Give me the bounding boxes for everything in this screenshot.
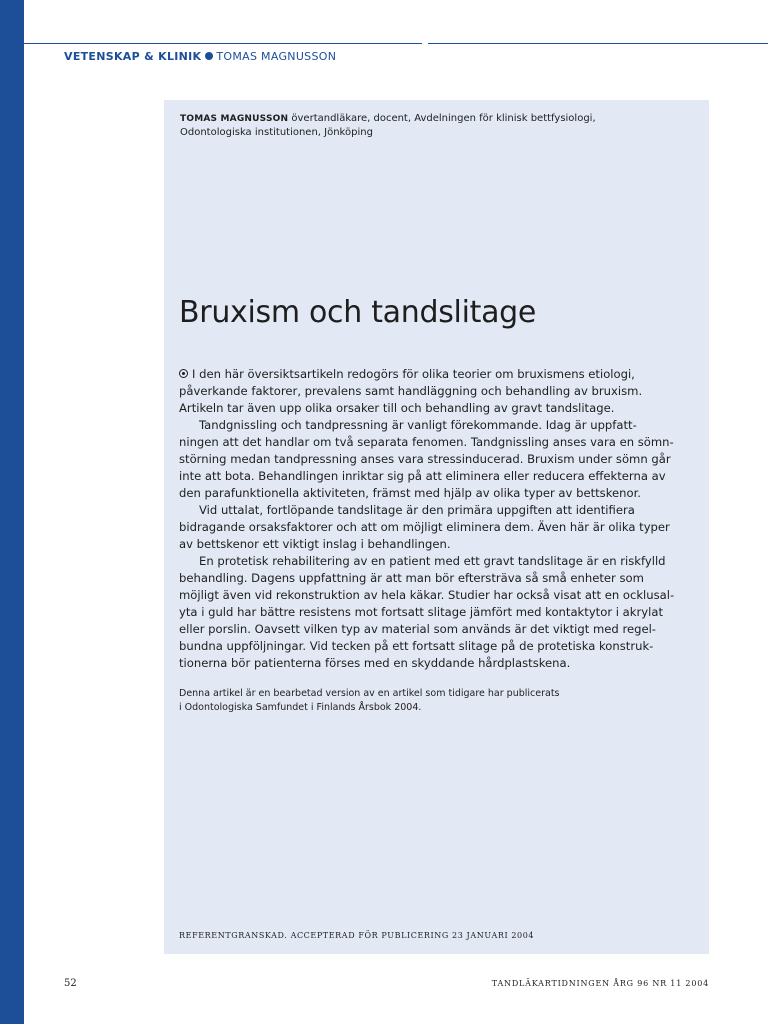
page-number: 52	[64, 978, 77, 989]
author-affiliation-line1: övertandläkare, docent, Avdelningen för klinisk bettfysiologi,	[288, 113, 596, 124]
author-name: TOMAS MAGNUSSON	[180, 114, 289, 124]
filled-circle-icon	[205, 52, 213, 60]
abstract-line: bundna uppföljningar. Vid tecken på ett fortsatt slitage på de protetiska konstruk-	[179, 639, 654, 653]
note-line2: i Odontologiska Samfundet i Finlands Årsbok 2004.	[179, 702, 422, 713]
author-affiliation-line2: Odontologiska institutionen, Jönköping	[180, 127, 373, 138]
abstract-line: påverkande faktorer, prevalens samt handläggning och behandling av bruxism.	[179, 384, 643, 398]
referee-statement: REFERENTGRANSKAD. ACCEPTERAD FÖR PUBLICERING 23 JANUARI 2004	[179, 931, 535, 940]
abstract-line-text: I den här översiktsartikeln redogörs för olika teorier om bruxismens etiologi,	[192, 367, 635, 381]
abstract-line: ningen att det handlar om två separata fenomen. Tandgnissling anses vara en sömn-	[179, 435, 674, 449]
journal-footer: TANDLÄKARTIDNINGEN ÅRG 96 NR 11 2004	[491, 979, 709, 988]
abstract-line: En protetisk rehabilitering av en patient med ett gravt tandslitage är en riskfylld	[199, 554, 666, 568]
abstract-line: inte att bota. Behandlingen inriktar sig på att eliminera eller reducera effekterna av	[179, 469, 666, 483]
author-block	[180, 112, 695, 139]
running-head	[64, 50, 336, 63]
article-abstract	[179, 366, 679, 672]
abstract-line: Vid uttalat, fortlöpande tandslitage är den primära uppgiften att identifiera	[199, 503, 635, 517]
abstract-line: Tandgnissling och tandpressning är vanligt förekommande. Idag är uppfatt-	[199, 418, 637, 432]
abstract-line: möjligt även vid rekonstruktion av hela käkar. Studier har också visat att en ocklusal-	[179, 588, 675, 602]
abstract-line: eller porslin. Oavsett vilken typ av material som används är det viktigt med regel-	[179, 622, 656, 636]
abstract-line: Artikeln tar även upp olika orsaker till och behandling av gravt tandslitage.	[179, 401, 615, 415]
abstract-line: tionerna bör patienterna förses med en skyddande hårdplastskena.	[179, 656, 571, 670]
abstract-line: bidragande orsaksfaktorer och att om möjligt eliminera dem. Även här är olika typer	[179, 520, 670, 534]
note-line1: Denna artikel är en bearbetad version av en artikel som tidigare har publicerats	[179, 688, 560, 699]
top-rule-right	[428, 43, 768, 44]
abstract-line: den parafunktionella aktiviteten, främst med hjälp av olika typer av bettskenor.	[179, 486, 641, 500]
abstract-line: behandling. Dagens uppfattning är att man bör eftersträva så små enheter som	[179, 571, 644, 585]
abstract-line: störning medan tandpressning anses vara stressinducerad. Bruxism under sömn går	[179, 452, 671, 466]
abstract-line: yta i guld har bättre resistens mot fortsatt slitage jämfört med kontaktytor i akrylat	[179, 605, 663, 619]
abstract-line	[179, 366, 679, 383]
running-head-section: VETENSKAP & KLINIK	[64, 50, 202, 63]
top-rule-left	[24, 43, 422, 44]
publication-note	[179, 687, 679, 715]
running-head-author: TOMAS MAGNUSSON	[216, 50, 337, 63]
side-color-bar	[0, 0, 24, 1024]
abstract-line: av bettskenor ett viktigt inslag i behandlingen.	[179, 537, 451, 551]
circled-dot-icon	[179, 369, 188, 378]
article-title: Bruxism och tandslitage	[179, 295, 537, 330]
